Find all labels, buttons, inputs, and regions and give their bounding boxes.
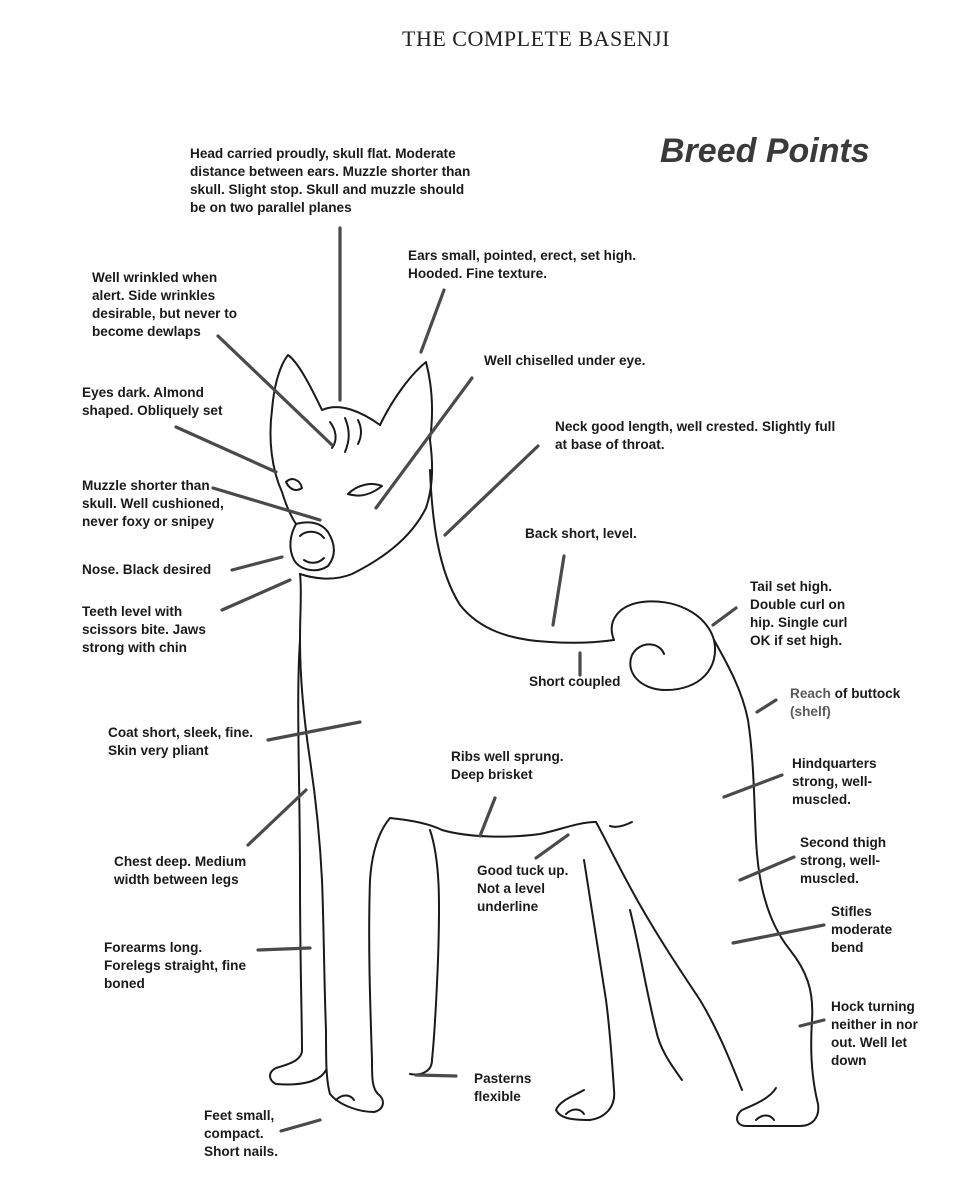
label-reach <box>790 685 900 721</box>
pointer-second-thigh <box>740 857 794 880</box>
pointer-neck <box>445 446 538 535</box>
label-ribs: Ribs well sprung. Deep brisket <box>451 749 564 782</box>
pointer-wrinkled <box>218 336 332 445</box>
pointer-feet <box>281 1120 320 1131</box>
pointer-stifles <box>733 925 824 943</box>
pointer-coat <box>268 722 360 740</box>
pointer-eyes <box>176 427 276 472</box>
pointer-teeth <box>222 580 290 610</box>
label-back: Back short, level. <box>525 526 637 541</box>
pointer-ears <box>421 290 444 352</box>
label-pasterns: Pasterns flexible <box>474 1071 532 1104</box>
pointer-ribs <box>480 798 495 836</box>
pointer-tail <box>713 608 736 625</box>
label-head: Head carried proudly, skull flat. Moderate distance between ears. Muzzle shorter than skull. Slight stop. Skull and muzzle should be on two parallel planes <box>190 146 471 215</box>
pointer-nose <box>232 557 282 570</box>
label-shelf: (shelf) <box>790 704 831 719</box>
pointer-pasterns <box>416 1075 456 1076</box>
label-reach-word: Reach <box>790 686 831 701</box>
label-feet: Feet small, compact. Short nails. <box>204 1108 279 1159</box>
label-wrinkled: Well wrinkled when alert. Side wrinkles desirable, but never to become dewlaps <box>92 270 238 339</box>
pointer-tuck-up <box>536 835 568 858</box>
label-tuck-up: Good tuck up. Not a level underline <box>477 863 569 914</box>
label-chest: Chest deep. Medium width between legs <box>114 854 247 887</box>
label-stifles: Stifles moderate bend <box>831 904 893 955</box>
dog-outline <box>270 355 818 1126</box>
pointer-reach <box>757 700 776 712</box>
label-coat: Coat short, sleek, fine. Skin very pliant <box>108 725 254 758</box>
label-second-thigh: Second thigh strong, well- muscled. <box>800 835 887 886</box>
pointer-forearms <box>258 948 310 950</box>
pointer-back <box>553 556 564 625</box>
label-forearms: Forearms long. Forelegs straight, fine boned <box>104 940 247 991</box>
book-title: THE COMPLETE BASENJI <box>402 26 670 51</box>
label-nose: Nose. Black desired <box>82 562 212 577</box>
diagram-title: Breed Points <box>660 132 870 170</box>
pointer-chiselled <box>376 378 472 508</box>
label-tail: Tail set high. Double curl on hip. Single curl OK if set high. <box>750 579 848 648</box>
label-ears: Ears small, pointed, erect, set high. Hooded. Fine texture. <box>408 248 637 281</box>
label-teeth: Teeth level with scissors bite. Jaws strong with chin <box>82 604 206 655</box>
pointer-chest <box>248 790 306 845</box>
label-reach-rest: of buttock <box>830 686 901 701</box>
label-hock: Hock turning neither in nor out. Well let down <box>831 999 918 1068</box>
label-hindquarters: Hindquarters strong, well- muscled. <box>792 756 877 807</box>
pointer-muzzle <box>213 488 320 520</box>
label-short-coupled: Short coupled <box>529 674 621 689</box>
label-eyes: Eyes dark. Almond shaped. Obliquely set <box>82 385 223 418</box>
label-muzzle: Muzzle shorter than skull. Well cushioned, never foxy or snipey <box>82 478 224 529</box>
label-neck: Neck good length, well crested. Slightly full at base of throat. <box>555 419 836 452</box>
label-chiselled: Well chiselled under eye. <box>484 353 646 368</box>
